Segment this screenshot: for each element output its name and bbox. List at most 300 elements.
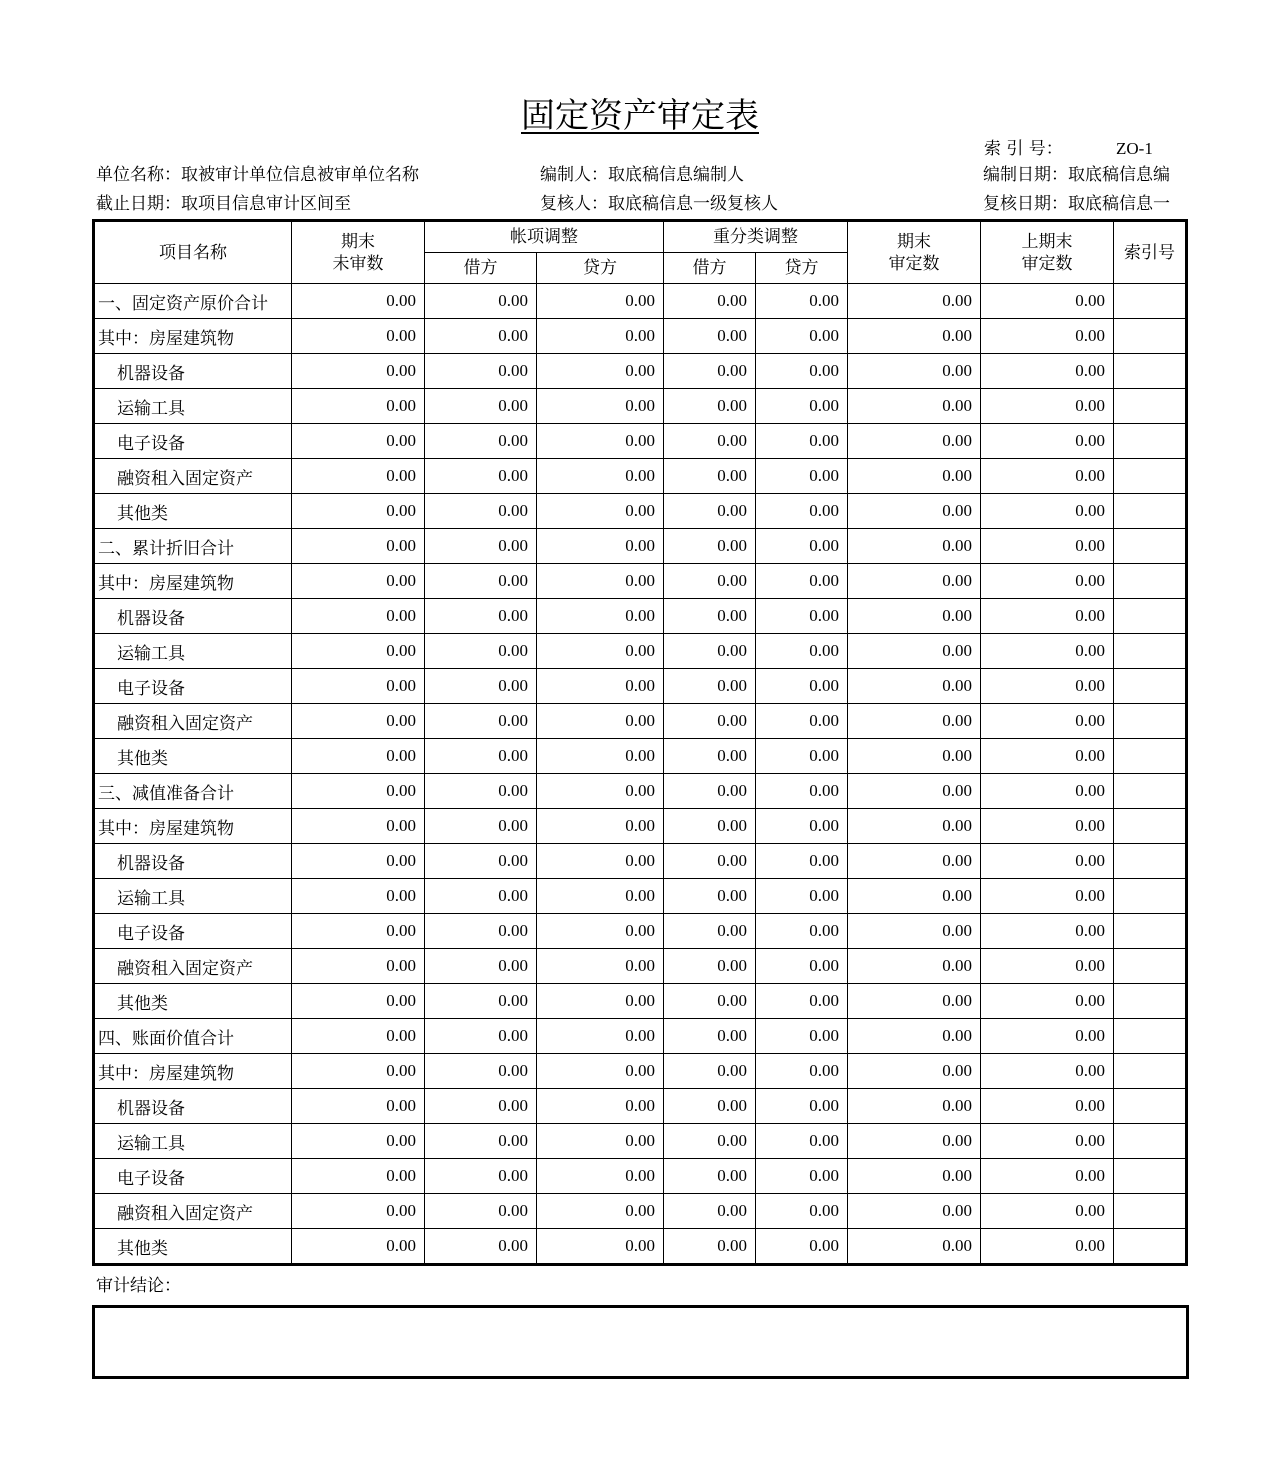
- cell-account-debit[interactable]: 0.00: [425, 319, 537, 354]
- col-account-adjust: 帐项调整: [425, 221, 664, 253]
- cell-audited[interactable]: 0.00: [848, 1054, 981, 1089]
- cell-account-debit[interactable]: 0.00: [425, 424, 537, 459]
- row-item-name: 电子设备: [94, 669, 292, 704]
- cell-index-no[interactable]: [1114, 459, 1187, 494]
- cell-account-debit[interactable]: 0.00: [425, 529, 537, 564]
- row-item-name: 其中：房屋建筑物: [94, 564, 292, 599]
- cell-prior-audited[interactable]: 0.00: [981, 914, 1114, 949]
- cell-reclass-credit[interactable]: 0.00: [756, 1019, 848, 1054]
- cell-account-debit[interactable]: 0.00: [425, 1054, 537, 1089]
- col-account-credit: 贷方: [537, 253, 664, 284]
- cell-reclass-credit[interactable]: 0.00: [756, 704, 848, 739]
- cell-audited[interactable]: 0.00: [848, 459, 981, 494]
- cell-reclass-debit[interactable]: 0.00: [664, 389, 756, 424]
- cell-audited[interactable]: 0.00: [848, 284, 981, 319]
- review-date: 复核日期：取底稿信息一: [983, 194, 1170, 214]
- cell-index-no[interactable]: [1114, 704, 1187, 739]
- cell-reclass-debit[interactable]: 0.00: [664, 984, 756, 1019]
- cell-unaudited[interactable]: 0.00: [292, 1124, 425, 1159]
- cell-prior-audited[interactable]: 0.00: [981, 599, 1114, 634]
- cell-reclass-credit[interactable]: 0.00: [756, 1124, 848, 1159]
- cell-account-credit[interactable]: 0.00: [537, 634, 664, 669]
- cell-reclass-debit[interactable]: 0.00: [664, 844, 756, 879]
- cell-account-debit[interactable]: 0.00: [425, 984, 537, 1019]
- cell-unaudited[interactable]: 0.00: [292, 739, 425, 774]
- index-label: 索 引 号：: [984, 139, 1063, 159]
- cell-unaudited[interactable]: 0.00: [292, 494, 425, 529]
- cell-reclass-debit[interactable]: 0.00: [664, 599, 756, 634]
- cell-account-credit[interactable]: 0.00: [537, 599, 664, 634]
- table-row: [94, 1124, 1187, 1159]
- table-row: [94, 599, 1187, 634]
- cell-reclass-debit[interactable]: 0.00: [664, 529, 756, 564]
- cell-prior-audited[interactable]: 0.00: [981, 1194, 1114, 1229]
- cell-reclass-credit[interactable]: 0.00: [756, 1089, 848, 1124]
- row-item-name: 机器设备: [94, 354, 292, 389]
- cell-account-credit[interactable]: 0.00: [537, 529, 664, 564]
- row-item-name: 其中：房屋建筑物: [94, 319, 292, 354]
- cell-unaudited[interactable]: 0.00: [292, 564, 425, 599]
- cell-account-debit[interactable]: 0.00: [425, 809, 537, 844]
- cell-account-credit[interactable]: 0.00: [537, 1054, 664, 1089]
- cell-prior-audited[interactable]: 0.00: [981, 774, 1114, 809]
- cell-unaudited[interactable]: 0.00: [292, 1194, 425, 1229]
- cell-account-credit[interactable]: 0.00: [537, 1019, 664, 1054]
- row-item-name: 其中：房屋建筑物: [94, 809, 292, 844]
- table-row: [94, 1229, 1187, 1265]
- cell-prior-audited[interactable]: 0.00: [981, 389, 1114, 424]
- conclusion-box[interactable]: [92, 1305, 1189, 1379]
- cell-reclass-debit[interactable]: 0.00: [664, 774, 756, 809]
- cell-account-credit[interactable]: 0.00: [537, 459, 664, 494]
- cell-index-no[interactable]: [1114, 1159, 1187, 1194]
- cell-account-debit[interactable]: 0.00: [425, 634, 537, 669]
- cell-reclass-credit[interactable]: 0.00: [756, 669, 848, 704]
- cell-account-credit[interactable]: 0.00: [537, 739, 664, 774]
- cell-reclass-credit[interactable]: 0.00: [756, 739, 848, 774]
- cell-account-credit[interactable]: 0.00: [537, 1229, 664, 1265]
- cell-audited[interactable]: 0.00: [848, 669, 981, 704]
- cell-account-credit[interactable]: 0.00: [537, 704, 664, 739]
- cell-audited[interactable]: 0.00: [848, 319, 981, 354]
- cell-reclass-debit[interactable]: 0.00: [664, 319, 756, 354]
- cell-account-credit[interactable]: 0.00: [537, 1089, 664, 1124]
- cell-audited[interactable]: 0.00: [848, 634, 981, 669]
- cell-account-debit[interactable]: 0.00: [425, 389, 537, 424]
- cell-reclass-credit[interactable]: 0.00: [756, 599, 848, 634]
- cell-index-no[interactable]: [1114, 1124, 1187, 1159]
- cell-index-no[interactable]: [1114, 1019, 1187, 1054]
- cell-account-credit[interactable]: 0.00: [537, 809, 664, 844]
- cell-unaudited[interactable]: 0.00: [292, 634, 425, 669]
- cell-account-debit[interactable]: 0.00: [425, 704, 537, 739]
- cell-unaudited[interactable]: 0.00: [292, 879, 425, 914]
- cell-reclass-credit[interactable]: 0.00: [756, 494, 848, 529]
- cell-unaudited[interactable]: 0.00: [292, 914, 425, 949]
- reviewer: 复核人：取底稿信息一级复核人: [540, 194, 778, 214]
- cell-reclass-debit[interactable]: 0.00: [664, 1054, 756, 1089]
- cell-prior-audited[interactable]: 0.00: [981, 879, 1114, 914]
- cell-index-no[interactable]: [1114, 984, 1187, 1019]
- cell-unaudited[interactable]: 0.00: [292, 1054, 425, 1089]
- cell-reclass-debit[interactable]: 0.00: [664, 494, 756, 529]
- cell-account-debit[interactable]: 0.00: [425, 459, 537, 494]
- cell-prior-audited[interactable]: 0.00: [981, 284, 1114, 319]
- table-row: [94, 389, 1187, 424]
- cell-reclass-debit[interactable]: 0.00: [664, 1159, 756, 1194]
- cell-reclass-debit[interactable]: 0.00: [664, 914, 756, 949]
- cell-account-debit[interactable]: 0.00: [425, 599, 537, 634]
- row-item-name: 运输工具: [94, 1124, 292, 1159]
- cell-audited[interactable]: 0.00: [848, 774, 981, 809]
- cell-audited[interactable]: 0.00: [848, 879, 981, 914]
- cell-audited[interactable]: 0.00: [848, 599, 981, 634]
- cell-unaudited[interactable]: 0.00: [292, 809, 425, 844]
- table-row: [94, 459, 1187, 494]
- table-row: [94, 704, 1187, 739]
- cell-reclass-debit[interactable]: 0.00: [664, 1124, 756, 1159]
- cell-audited[interactable]: 0.00: [848, 1089, 981, 1124]
- col-reclass-adjust: 重分类调整: [664, 221, 848, 253]
- cell-reclass-credit[interactable]: 0.00: [756, 879, 848, 914]
- cell-audited[interactable]: 0.00: [848, 704, 981, 739]
- cell-index-no[interactable]: [1114, 914, 1187, 949]
- col-prior-line2: 审定数: [1021, 253, 1073, 274]
- cell-reclass-credit[interactable]: 0.00: [756, 949, 848, 984]
- cell-index-no[interactable]: [1114, 879, 1187, 914]
- cell-unaudited[interactable]: 0.00: [292, 389, 425, 424]
- cell-audited[interactable]: 0.00: [848, 809, 981, 844]
- cell-account-debit[interactable]: 0.00: [425, 879, 537, 914]
- cell-reclass-debit[interactable]: 0.00: [664, 949, 756, 984]
- row-item-name: 四、账面价值合计: [94, 1019, 292, 1054]
- cell-account-debit[interactable]: 0.00: [425, 284, 537, 319]
- table-row: [94, 634, 1187, 669]
- row-item-name: 机器设备: [94, 1089, 292, 1124]
- cell-prior-audited[interactable]: 0.00: [981, 354, 1114, 389]
- cell-index-no[interactable]: [1114, 319, 1187, 354]
- cell-account-credit[interactable]: 0.00: [537, 1194, 664, 1229]
- cell-unaudited[interactable]: 0.00: [292, 704, 425, 739]
- row-item-name: 融资租入固定资产: [94, 704, 292, 739]
- cell-reclass-credit[interactable]: 0.00: [756, 984, 848, 1019]
- col-account-debit: 借方: [425, 253, 537, 284]
- cell-reclass-debit[interactable]: 0.00: [664, 809, 756, 844]
- row-item-name: 电子设备: [94, 424, 292, 459]
- cell-account-debit[interactable]: 0.00: [425, 774, 537, 809]
- cell-reclass-credit[interactable]: 0.00: [756, 319, 848, 354]
- cell-reclass-debit[interactable]: 0.00: [664, 424, 756, 459]
- cell-reclass-credit[interactable]: 0.00: [756, 634, 848, 669]
- table-row: [94, 1054, 1187, 1089]
- row-item-name: 运输工具: [94, 389, 292, 424]
- col-audited: [848, 221, 981, 284]
- cell-prior-audited[interactable]: 0.00: [981, 634, 1114, 669]
- cell-prior-audited[interactable]: 0.00: [981, 1229, 1114, 1265]
- cell-reclass-credit[interactable]: 0.00: [756, 774, 848, 809]
- row-item-name: 融资租入固定资产: [94, 949, 292, 984]
- cell-reclass-credit[interactable]: 0.00: [756, 1229, 848, 1265]
- cell-prior-audited[interactable]: 0.00: [981, 494, 1114, 529]
- unit-name: 单位名称：取被审计单位信息被审单位名称: [96, 165, 419, 185]
- cell-reclass-credit[interactable]: 0.00: [756, 809, 848, 844]
- cell-reclass-debit[interactable]: 0.00: [664, 1229, 756, 1265]
- cell-index-no[interactable]: [1114, 1194, 1187, 1229]
- cell-reclass-credit[interactable]: 0.00: [756, 914, 848, 949]
- cell-reclass-credit[interactable]: 0.00: [756, 389, 848, 424]
- cell-audited[interactable]: 0.00: [848, 529, 981, 564]
- cell-account-debit[interactable]: 0.00: [425, 1159, 537, 1194]
- col-audited-line2: 审定数: [888, 253, 940, 274]
- page-title-text: 固定资产审定表: [521, 96, 759, 136]
- cell-audited[interactable]: 0.00: [848, 914, 981, 949]
- cell-account-debit[interactable]: 0.00: [425, 1019, 537, 1054]
- cell-reclass-credit[interactable]: 0.00: [756, 459, 848, 494]
- cell-reclass-debit[interactable]: 0.00: [664, 354, 756, 389]
- cell-unaudited[interactable]: 0.00: [292, 844, 425, 879]
- cell-reclass-debit[interactable]: 0.00: [664, 634, 756, 669]
- row-item-name: 融资租入固定资产: [94, 1194, 292, 1229]
- cell-account-credit[interactable]: 0.00: [537, 669, 664, 704]
- cell-reclass-debit[interactable]: 0.00: [664, 1089, 756, 1124]
- row-item-name: 融资租入固定资产: [94, 459, 292, 494]
- cell-reclass-credit[interactable]: 0.00: [756, 844, 848, 879]
- cell-prior-audited[interactable]: 0.00: [981, 529, 1114, 564]
- cell-index-no[interactable]: [1114, 1089, 1187, 1124]
- cell-index-no[interactable]: [1114, 424, 1187, 459]
- col-prior-audited: [981, 221, 1114, 284]
- cell-index-no[interactable]: [1114, 1229, 1187, 1265]
- table-row: [94, 739, 1187, 774]
- cell-reclass-debit[interactable]: 0.00: [664, 1194, 756, 1229]
- table-row: [94, 949, 1187, 984]
- cell-account-credit[interactable]: 0.00: [537, 914, 664, 949]
- cell-reclass-credit[interactable]: 0.00: [756, 1159, 848, 1194]
- row-item-name: 电子设备: [94, 1159, 292, 1194]
- cell-reclass-credit[interactable]: 0.00: [756, 1194, 848, 1229]
- cell-prior-audited[interactable]: 0.00: [981, 319, 1114, 354]
- page-title: [0, 94, 1280, 138]
- cell-audited[interactable]: 0.00: [848, 949, 981, 984]
- row-item-name: 二、累计折旧合计: [94, 529, 292, 564]
- cell-unaudited[interactable]: 0.00: [292, 424, 425, 459]
- cell-unaudited[interactable]: 0.00: [292, 284, 425, 319]
- table-row: [94, 319, 1187, 354]
- cell-audited[interactable]: 0.00: [848, 1019, 981, 1054]
- cell-unaudited[interactable]: 0.00: [292, 949, 425, 984]
- cell-account-credit[interactable]: 0.00: [537, 844, 664, 879]
- cell-prior-audited[interactable]: 0.00: [981, 424, 1114, 459]
- cell-account-credit[interactable]: 0.00: [537, 984, 664, 1019]
- cell-prior-audited[interactable]: 0.00: [981, 1019, 1114, 1054]
- cell-account-debit[interactable]: 0.00: [425, 914, 537, 949]
- cell-account-debit[interactable]: 0.00: [425, 1124, 537, 1159]
- cell-reclass-debit[interactable]: 0.00: [664, 459, 756, 494]
- cell-account-credit[interactable]: 0.00: [537, 389, 664, 424]
- row-item-name: 机器设备: [94, 844, 292, 879]
- table-row: [94, 564, 1187, 599]
- cell-index-no[interactable]: [1114, 599, 1187, 634]
- table-row: [94, 1089, 1187, 1124]
- cell-unaudited[interactable]: 0.00: [292, 459, 425, 494]
- cell-unaudited[interactable]: 0.00: [292, 529, 425, 564]
- cell-reclass-debit[interactable]: 0.00: [664, 704, 756, 739]
- cell-unaudited[interactable]: 0.00: [292, 599, 425, 634]
- cell-index-no[interactable]: [1114, 739, 1187, 774]
- cell-prior-audited[interactable]: 0.00: [981, 844, 1114, 879]
- row-item-name: 其他类: [94, 739, 292, 774]
- cell-prior-audited[interactable]: 0.00: [981, 669, 1114, 704]
- cell-index-no[interactable]: [1114, 529, 1187, 564]
- cell-account-debit[interactable]: 0.00: [425, 354, 537, 389]
- cell-reclass-credit[interactable]: 0.00: [756, 284, 848, 319]
- cell-prior-audited[interactable]: 0.00: [981, 1159, 1114, 1194]
- cell-prior-audited[interactable]: 0.00: [981, 459, 1114, 494]
- cell-index-no[interactable]: [1114, 844, 1187, 879]
- fixed-asset-table: [92, 219, 1188, 1266]
- cell-audited[interactable]: 0.00: [848, 564, 981, 599]
- row-item-name: 运输工具: [94, 634, 292, 669]
- row-item-name: 三、减值准备合计: [94, 774, 292, 809]
- cell-index-no[interactable]: [1114, 389, 1187, 424]
- cell-index-no[interactable]: [1114, 564, 1187, 599]
- cell-unaudited[interactable]: 0.00: [292, 669, 425, 704]
- preparer: 编制人：取底稿信息编制人: [540, 165, 744, 185]
- cell-account-debit[interactable]: 0.00: [425, 1194, 537, 1229]
- cell-audited[interactable]: 0.00: [848, 424, 981, 459]
- cell-account-debit[interactable]: 0.00: [425, 494, 537, 529]
- cell-reclass-debit[interactable]: 0.00: [664, 879, 756, 914]
- cell-unaudited[interactable]: 0.00: [292, 984, 425, 1019]
- cell-reclass-debit[interactable]: 0.00: [664, 1019, 756, 1054]
- cell-unaudited[interactable]: 0.00: [292, 774, 425, 809]
- cell-index-no[interactable]: [1114, 774, 1187, 809]
- cell-account-debit[interactable]: 0.00: [425, 949, 537, 984]
- conclusion-label: 审计结论：: [96, 1276, 181, 1296]
- row-item-name: 其他类: [94, 1229, 292, 1265]
- cell-audited[interactable]: 0.00: [848, 1124, 981, 1159]
- cell-prior-audited[interactable]: 0.00: [981, 739, 1114, 774]
- cell-reclass-credit[interactable]: 0.00: [756, 354, 848, 389]
- col-index-no: 索引号: [1114, 221, 1187, 284]
- cell-prior-audited[interactable]: 0.00: [981, 1124, 1114, 1159]
- cell-account-credit[interactable]: 0.00: [537, 879, 664, 914]
- cell-audited[interactable]: 0.00: [848, 1159, 981, 1194]
- cell-account-debit[interactable]: 0.00: [425, 844, 537, 879]
- index-value: ZO-1: [1116, 139, 1153, 158]
- cell-index-no[interactable]: [1114, 669, 1187, 704]
- cell-unaudited[interactable]: 0.00: [292, 354, 425, 389]
- cell-index-no[interactable]: [1114, 809, 1187, 844]
- cell-account-credit[interactable]: 0.00: [537, 494, 664, 529]
- row-item-name: 一、固定资产原价合计: [94, 284, 292, 319]
- table-row: [94, 844, 1187, 879]
- table-row: [94, 1159, 1187, 1194]
- col-unaudited-line1: 期末: [341, 231, 375, 252]
- table-row: [94, 669, 1187, 704]
- cell-reclass-debit[interactable]: 0.00: [664, 284, 756, 319]
- cell-unaudited[interactable]: 0.00: [292, 1229, 425, 1265]
- table-row: [94, 984, 1187, 1019]
- table-row: [94, 1019, 1187, 1054]
- cell-audited[interactable]: 0.00: [848, 354, 981, 389]
- cell-audited[interactable]: 0.00: [848, 984, 981, 1019]
- cell-prior-audited[interactable]: 0.00: [981, 984, 1114, 1019]
- cell-reclass-debit[interactable]: 0.00: [664, 669, 756, 704]
- cell-account-credit[interactable]: 0.00: [537, 1124, 664, 1159]
- row-item-name: 运输工具: [94, 879, 292, 914]
- prepare-date: 编制日期：取底稿信息编: [983, 165, 1170, 185]
- cell-account-credit[interactable]: 0.00: [537, 354, 664, 389]
- cell-index-no[interactable]: [1114, 284, 1187, 319]
- cell-unaudited[interactable]: 0.00: [292, 1159, 425, 1194]
- cell-index-no[interactable]: [1114, 634, 1187, 669]
- cell-index-no[interactable]: [1114, 1054, 1187, 1089]
- cell-audited[interactable]: 0.00: [848, 844, 981, 879]
- cell-audited[interactable]: 0.00: [848, 389, 981, 424]
- cell-account-debit[interactable]: 0.00: [425, 1089, 537, 1124]
- cell-account-debit[interactable]: 0.00: [425, 669, 537, 704]
- table-row: [94, 1194, 1187, 1229]
- cell-prior-audited[interactable]: 0.00: [981, 949, 1114, 984]
- col-unaudited: [292, 221, 425, 284]
- row-item-name: 机器设备: [94, 599, 292, 634]
- cell-reclass-credit[interactable]: 0.00: [756, 424, 848, 459]
- table-row: [94, 494, 1187, 529]
- cell-unaudited[interactable]: 0.00: [292, 1019, 425, 1054]
- cell-audited[interactable]: 0.00: [848, 494, 981, 529]
- row-item-name: 电子设备: [94, 914, 292, 949]
- col-item-name: 项目名称: [94, 221, 292, 284]
- cell-account-credit[interactable]: 0.00: [537, 774, 664, 809]
- cell-account-credit[interactable]: 0.00: [537, 949, 664, 984]
- cutoff-date: 截止日期：取项目信息审计区间至: [96, 194, 351, 214]
- table-row: [94, 284, 1187, 319]
- cell-index-no[interactable]: [1114, 949, 1187, 984]
- cell-prior-audited[interactable]: 0.00: [981, 1089, 1114, 1124]
- cell-prior-audited[interactable]: 0.00: [981, 1054, 1114, 1089]
- cell-unaudited[interactable]: 0.00: [292, 1089, 425, 1124]
- cell-reclass-debit[interactable]: 0.00: [664, 739, 756, 774]
- cell-account-debit[interactable]: 0.00: [425, 1229, 537, 1265]
- cell-audited[interactable]: 0.00: [848, 1194, 981, 1229]
- cell-prior-audited[interactable]: 0.00: [981, 704, 1114, 739]
- cell-index-no[interactable]: [1114, 494, 1187, 529]
- cell-account-credit[interactable]: 0.00: [537, 1159, 664, 1194]
- cell-account-credit[interactable]: 0.00: [537, 319, 664, 354]
- row-item-name: 其他类: [94, 984, 292, 1019]
- cell-account-credit[interactable]: 0.00: [537, 564, 664, 599]
- cell-prior-audited[interactable]: 0.00: [981, 809, 1114, 844]
- cell-account-credit[interactable]: 0.00: [537, 424, 664, 459]
- cell-reclass-debit[interactable]: 0.00: [664, 564, 756, 599]
- cell-account-debit[interactable]: 0.00: [425, 739, 537, 774]
- cell-index-no[interactable]: [1114, 354, 1187, 389]
- table-row: [94, 809, 1187, 844]
- cell-reclass-credit[interactable]: 0.00: [756, 564, 848, 599]
- cell-unaudited[interactable]: 0.00: [292, 319, 425, 354]
- cell-account-debit[interactable]: 0.00: [425, 564, 537, 599]
- cell-reclass-credit[interactable]: 0.00: [756, 529, 848, 564]
- cell-account-credit[interactable]: 0.00: [537, 284, 664, 319]
- col-audited-line1: 期末: [897, 231, 931, 252]
- cell-audited[interactable]: 0.00: [848, 1229, 981, 1265]
- col-unaudited-line2: 未审数: [332, 253, 384, 274]
- cell-reclass-credit[interactable]: 0.00: [756, 1054, 848, 1089]
- cell-audited[interactable]: 0.00: [848, 739, 981, 774]
- cell-prior-audited[interactable]: 0.00: [981, 564, 1114, 599]
- table-row: [94, 914, 1187, 949]
